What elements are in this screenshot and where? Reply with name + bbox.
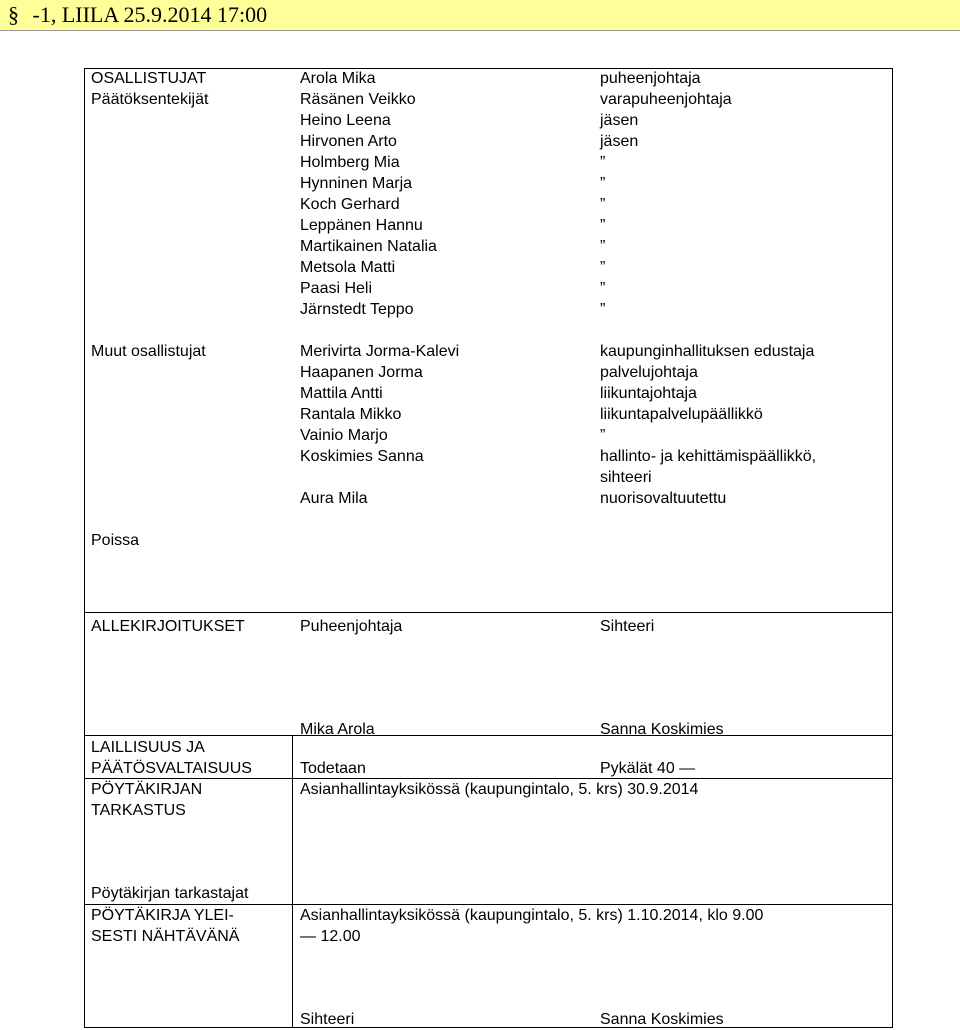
other-participant-name: Aura Mila (300, 490, 368, 507)
other-participant-role: hallinto- ja kehittämispäällikkö, (600, 448, 817, 465)
public-secretary-name: Sanna Koskimies (600, 1011, 724, 1028)
decision-maker-role: varapuheenjohtaja (600, 91, 732, 108)
decision-maker-name: Paasi Heli (300, 280, 373, 297)
absent-label: Poissa (91, 532, 140, 549)
other-participants-label: Muut osallistujat (91, 343, 206, 360)
legality-value: Todetaan (300, 760, 366, 777)
legality-sections: Pykälät 40 — (600, 760, 696, 777)
decision-maker-name: Hynninen Marja (300, 175, 413, 192)
other-participant-role: ” (600, 427, 606, 444)
legality-label: LAILLISUUS JA PÄÄTÖSVALTAISUUS (91, 739, 252, 777)
legality-divider (292, 735, 293, 779)
decision-maker-name: Holmberg Mia (300, 154, 400, 171)
other-participant-role: palvelujohtaja (600, 364, 698, 381)
public-divider (292, 904, 293, 1028)
decision-maker-role: jäsen (600, 133, 639, 150)
decision-maker-name: Leppänen Hannu (300, 217, 423, 234)
chair-name: Mika Arola (300, 721, 375, 738)
decision-maker-name: Koch Gerhard (300, 196, 400, 213)
decision-maker-role: jäsen (600, 112, 639, 129)
secretary-title: Sihteeri (600, 618, 655, 635)
other-participant-role: liikuntajohtaja (600, 385, 697, 402)
review-place-date: Asianhallintayksikössä (kaupungintalo, 5. krs) 30.9.2014 (300, 781, 699, 798)
signatures-label: ALLEKIRJOITUKSET (91, 618, 245, 635)
other-participant-role: liikuntapalvelupäällikkö (600, 406, 763, 423)
other-participant-name: Merivirta Jorma-Kalevi (300, 343, 460, 360)
review-divider (292, 778, 293, 905)
other-participant-role: nuorisovaltuutettu (600, 490, 727, 507)
section-mark: § (8, 2, 19, 27)
decision-maker-name: Heino Leena (300, 112, 391, 129)
reviewers-label: Pöytäkirjan tarkastajat (91, 885, 249, 902)
participants-heading: OSALLISTUJAT (91, 70, 207, 87)
meeting-header (0, 0, 960, 31)
meeting-line: -1, LIILA 25.9.2014 17:00 (32, 2, 268, 27)
decision-makers-label: Päätöksentekijät (91, 91, 209, 108)
decision-maker-name: Martikainen Natalia (300, 238, 437, 255)
decision-maker-role: ” (600, 238, 606, 255)
decision-maker-role: ” (600, 196, 606, 213)
public-place-date: Asianhallintayksikössä (kaupungintalo, 5. krs) 1.10.2014, klo 9.00 — 12.00 (300, 907, 764, 945)
other-participant-name: Rantala Mikko (300, 406, 402, 423)
other-participant-name: Mattila Antti (300, 385, 383, 402)
chair-title: Puheenjohtaja (300, 618, 403, 635)
other-participant-name: Vainio Marjo (300, 427, 388, 444)
decision-maker-role: ” (600, 259, 606, 276)
decision-maker-role: ” (600, 154, 606, 171)
other-participant-role: kaupunginhallituksen edustaja (600, 343, 815, 360)
public-label: PÖYTÄKIRJA YLEI- SESTI NÄHTÄVÄNÄ (91, 907, 240, 945)
decision-maker-name: Metsola Matti (300, 259, 396, 276)
other-participant-role: sihteeri (600, 469, 652, 486)
decision-maker-role: ” (600, 217, 606, 234)
decision-maker-name: Järnstedt Teppo (300, 301, 414, 318)
public-secretary-title: Sihteeri (300, 1011, 355, 1028)
decision-maker-role: ” (600, 280, 606, 297)
decision-maker-role: ” (600, 301, 606, 318)
review-label: PÖYTÄKIRJAN TARKASTUS (91, 781, 203, 819)
other-participant-name: Koskimies Sanna (300, 448, 424, 465)
decision-maker-role: puheenjohtaja (600, 70, 701, 87)
secretary-name: Sanna Koskimies (600, 721, 724, 738)
decision-maker-name: Arola Mika (300, 70, 376, 87)
decision-maker-name: Räsänen Veikko (300, 91, 416, 108)
decision-maker-role: ” (600, 175, 606, 192)
decision-maker-name: Hirvonen Arto (300, 133, 397, 150)
other-participant-name: Haapanen Jorma (300, 364, 423, 381)
